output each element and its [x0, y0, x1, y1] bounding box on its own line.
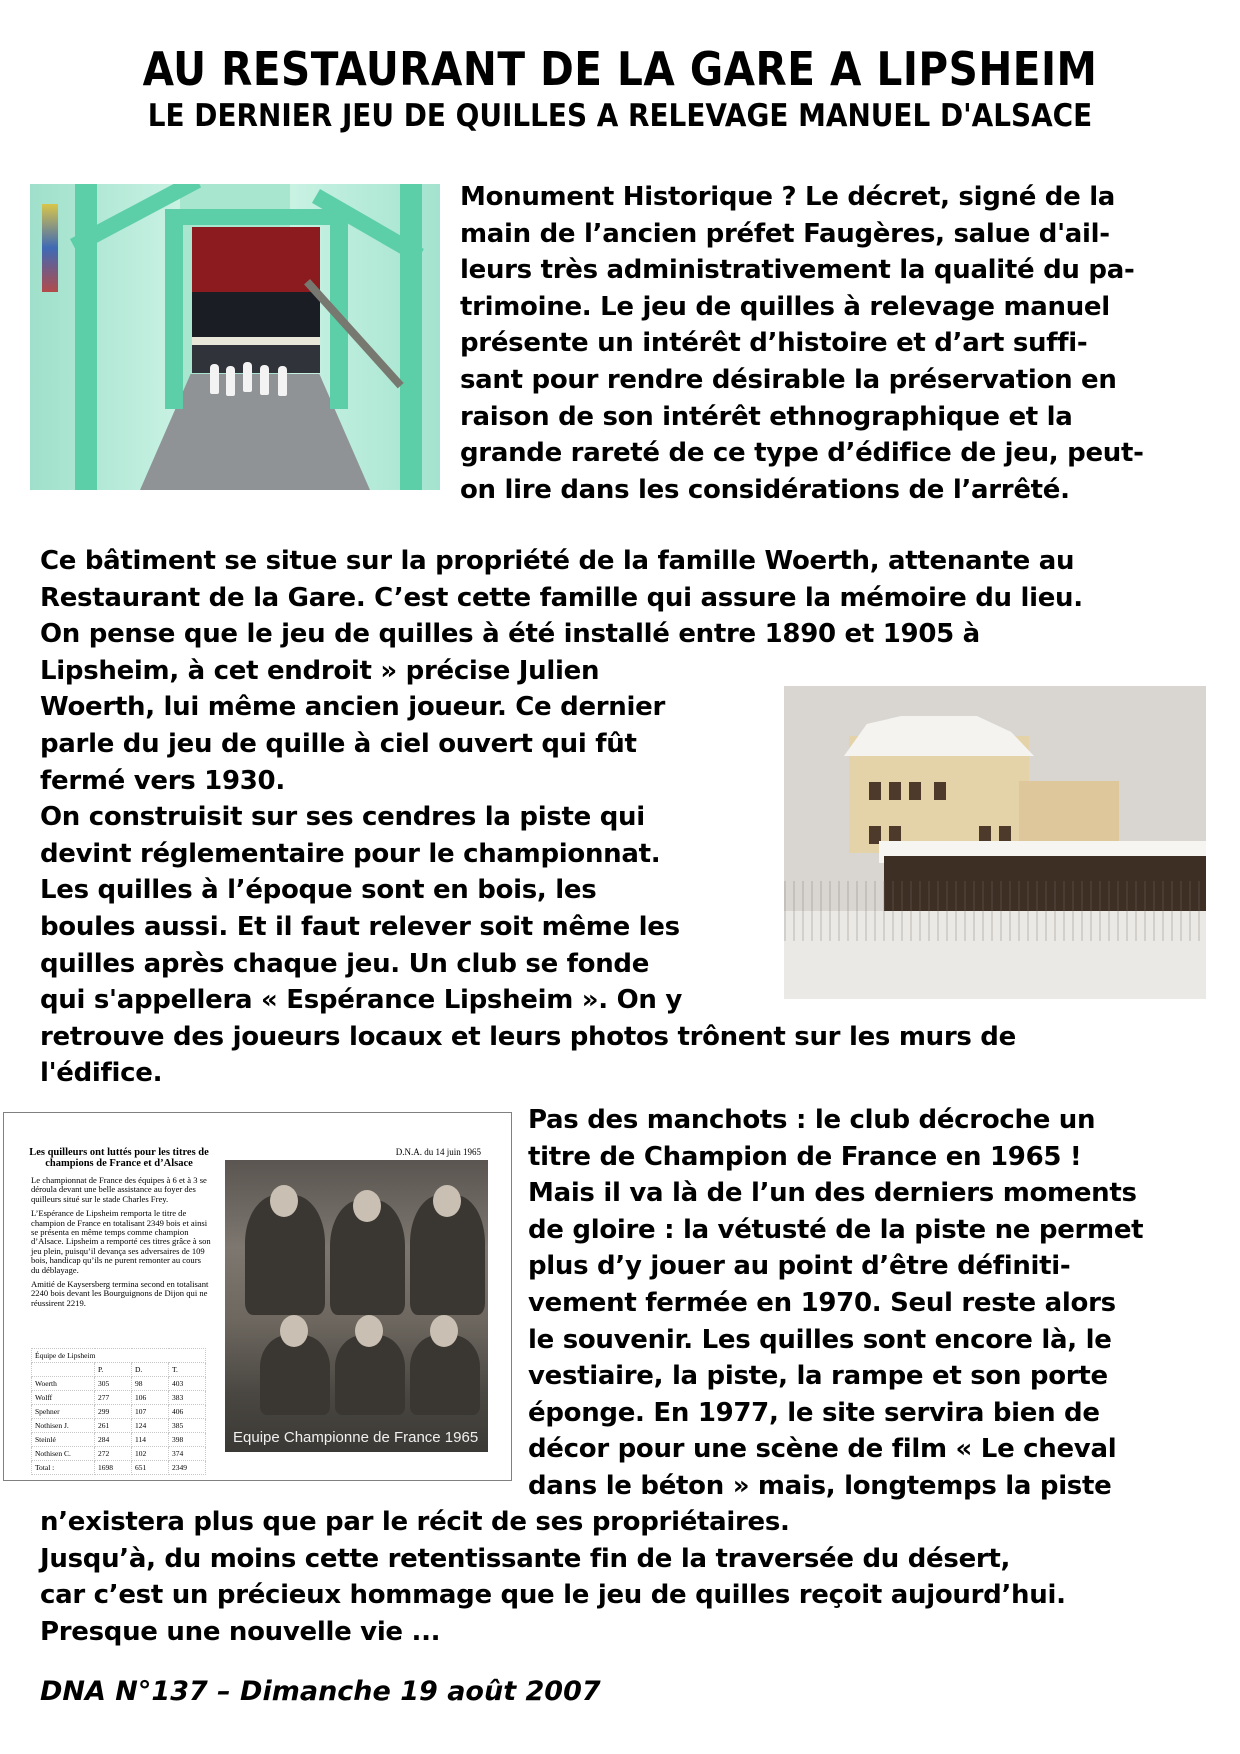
- text-line: devint réglementaire pour le championnat.: [40, 838, 661, 869]
- table-cell: 284: [95, 1433, 132, 1447]
- closing-paragraph: [40, 1504, 1066, 1650]
- clipping-paragraph: L’Espérance de Lipsheim remporta le titre de champion de France en totalisant 2349 bois et ainsi se présenta en même temps comme champion d’Alsace. Lipsheim a remporté ces titres grâce à son jeu plein, puisqu’il devança ses adversaires de 109 bois, handicap qu’ils ne purent remonter au cours du déblayage.: [31, 1208, 211, 1275]
- team-photo: [225, 1160, 488, 1452]
- text-line: retrouve des joueurs locaux et leurs photos trônent sur les murs de: [40, 1021, 1016, 1052]
- source-footer: DNA N°137 – Dimanche 19 août 2007: [40, 1676, 601, 1707]
- table-header: P.: [95, 1363, 132, 1377]
- table-cell: 2349: [169, 1461, 206, 1475]
- table-header: T.: [169, 1363, 206, 1377]
- text-line: Lipsheim, à cet endroit » précise Julien: [40, 655, 600, 686]
- table-row: [32, 1447, 206, 1461]
- clipping-title: Les quilleurs ont luttés pour les titres de champions de France et d’Alsace: [29, 1147, 209, 1169]
- table-cell: 305: [95, 1377, 132, 1391]
- table-cell: Nothisen C.: [32, 1447, 95, 1461]
- text-line: parle du jeu de quille à ciel ouvert qui fût: [40, 728, 637, 759]
- team-photo-caption: Equipe Championne de France 1965: [233, 1429, 479, 1446]
- text-line: présente un intérêt d’histoire et d’art suffi-: [460, 328, 1088, 359]
- text-line: fermé vers 1930.: [40, 765, 285, 796]
- table-cell: 106: [132, 1391, 169, 1405]
- table-header-row: [32, 1363, 206, 1377]
- text-line: raison de son intérêt ethnographique et la: [460, 401, 1073, 432]
- table-cell: 385: [169, 1419, 206, 1433]
- table-row: [32, 1391, 206, 1405]
- clipping-source: D.N.A. du 14 juin 1965: [395, 1147, 481, 1157]
- text-line: Les quilles à l’époque sont en bois, les: [40, 875, 597, 906]
- text-line: plus d’y jouer au point d’être définiti-: [528, 1251, 1071, 1282]
- table-cell: 406: [169, 1405, 206, 1419]
- table-cell: Steinlé: [32, 1433, 95, 1447]
- text-line: leurs très administrativement la qualité du pa-: [460, 255, 1135, 286]
- text-line: décor pour une scène de film « Le cheval: [528, 1434, 1117, 1465]
- table-caption-row: [32, 1349, 206, 1363]
- text-line: On construisit sur ses cendres la piste qui: [40, 802, 645, 833]
- text-line: quilles après chaque jeu. Un club se fonde: [40, 948, 650, 979]
- text-line: boules aussi. Et il faut relever soit même les: [40, 911, 680, 942]
- table-row: [32, 1405, 206, 1419]
- table-cell: Wolff: [32, 1391, 95, 1405]
- table-cell: 299: [95, 1405, 132, 1419]
- table-cell: Nothisen J.: [32, 1419, 95, 1433]
- text-line: de gloire : la vétusté de la piste ne permet: [528, 1214, 1144, 1245]
- text-line: main de l’ancien préfet Faugères, salue d'ail-: [460, 218, 1110, 249]
- text-line: Jusqu’à, du moins cette retentissante fin de la traversée du désert,: [40, 1543, 1011, 1574]
- text-line: Woerth, lui même ancien joueur. Ce dernier: [40, 692, 665, 723]
- table-cell: 114: [132, 1433, 169, 1447]
- clipping-paragraph: Amitié de Kaysersberg termina second en totalisant 2240 bois devant les Bourguignons de Dijon qui ne réussirent 2219.: [31, 1279, 209, 1308]
- table-header: [32, 1363, 95, 1377]
- text-line: le souvenir. Les quilles sont encore là, le: [528, 1324, 1112, 1355]
- text-line: Ce bâtiment se situe sur la propriété de la famille Woerth, attenante au: [40, 546, 1075, 576]
- text-line: titre de Champion de France en 1965 !: [528, 1141, 1082, 1172]
- clipping-body: [31, 1176, 211, 1313]
- text-line: car c’est un précieux hommage que le jeu de quilles reçoit aujourd’hui.: [40, 1580, 1066, 1611]
- text-line: On pense que le jeu de quilles à été installé entre 1890 et 1905 à: [40, 619, 980, 650]
- text-line: l'édifice.: [40, 1058, 163, 1089]
- table-cell: Total :: [32, 1461, 95, 1475]
- text-line: Monument Historique ? Le décret, signé de la: [460, 182, 1116, 212]
- snowy-house-photo: [784, 686, 1206, 999]
- table-cell: 398: [169, 1433, 206, 1447]
- table-caption: Équipe de Lipsheim: [32, 1349, 206, 1363]
- table-row: [32, 1433, 206, 1447]
- championship-paragraph: [528, 1102, 1143, 1505]
- table-total-row: [32, 1461, 206, 1475]
- table-cell: Woerth: [32, 1377, 95, 1391]
- clipping-paragraph: Le championnat de France des équipes à 6 et à 3 se déroula devant une belle assistance au foyer des quilleurs situé sur le stade Charles Frey.: [31, 1175, 207, 1204]
- text-line: n’existera plus que par le récit de ses propriétaires.: [40, 1507, 790, 1537]
- text-line: qui s'appellera « Espérance Lipsheim ». On y: [40, 985, 683, 1016]
- table-cell: 102: [132, 1447, 169, 1461]
- text-line: trimoine. Le jeu de quilles à relevage manuel: [460, 291, 1110, 322]
- text-line: Mais il va là de l’un des derniers moments: [528, 1178, 1137, 1209]
- intro-paragraph: [460, 179, 1144, 508]
- page-subtitle: LE DERNIER JEU DE QUILLES A RELEVAGE MANUEL D'ALSACE: [147, 98, 1093, 134]
- text-line: on lire dans les considérations de l’arrêté.: [460, 474, 1070, 505]
- table-cell: Spehner: [32, 1405, 95, 1419]
- text-line: Restaurant de la Gare. C’est cette famille qui assure la mémoire du lieu.: [40, 582, 1083, 613]
- table-header: D.: [132, 1363, 169, 1377]
- table-cell: 261: [95, 1419, 132, 1433]
- text-line: grande rareté de ce type d’édifice de jeu, peut-: [460, 438, 1144, 469]
- text-line: dans le béton » mais, longtemps la piste: [528, 1470, 1112, 1501]
- table-cell: 1698: [95, 1461, 132, 1475]
- text-line: Presque une nouvelle vie ...: [40, 1616, 441, 1647]
- poster: [42, 204, 58, 292]
- table-cell: 651: [132, 1461, 169, 1475]
- table-cell: 272: [95, 1447, 132, 1461]
- table-cell: 383: [169, 1391, 206, 1405]
- table-row: [32, 1377, 206, 1391]
- bowling-alley-photo: [30, 184, 440, 490]
- table-cell: 107: [132, 1405, 169, 1419]
- text-line: éponge. En 1977, le site servira bien de: [528, 1397, 1100, 1428]
- newspaper-clipping: [3, 1112, 512, 1481]
- text-line: Pas des manchots : le club décroche un: [528, 1105, 1096, 1135]
- text-line: vestiaire, la piste, la rampe et son porte: [528, 1361, 1108, 1392]
- page-title: AU RESTAURANT DE LA GARE A LIPSHEIM: [142, 42, 1098, 96]
- table-cell: 98: [132, 1377, 169, 1391]
- table-row: [32, 1419, 206, 1433]
- team-score-table: [31, 1348, 206, 1475]
- table-cell: 374: [169, 1447, 206, 1461]
- table-cell: 124: [132, 1419, 169, 1433]
- text-line: sant pour rendre désirable la préservation en: [460, 364, 1117, 395]
- text-line: vement fermée en 1970. Seul reste alors: [528, 1287, 1116, 1318]
- table-cell: 403: [169, 1377, 206, 1391]
- table-cell: 277: [95, 1391, 132, 1405]
